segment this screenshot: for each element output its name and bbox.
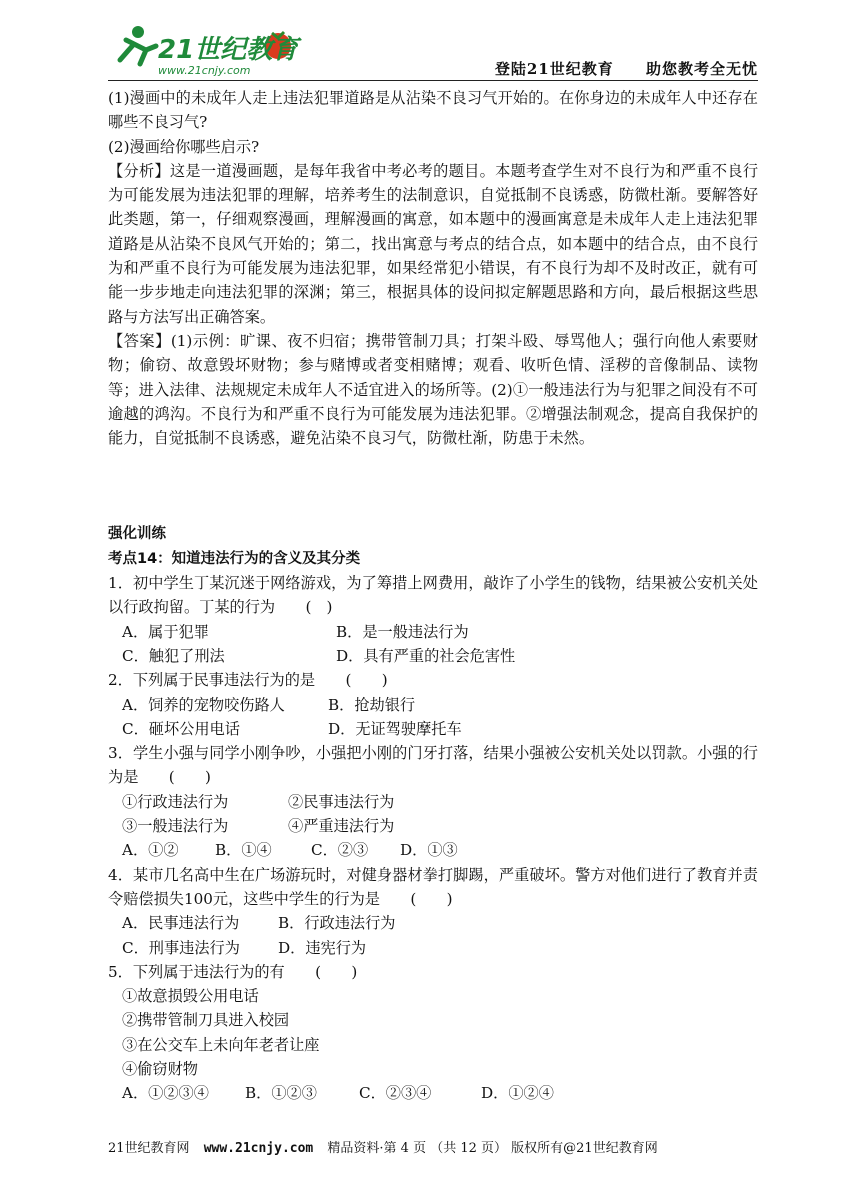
page-header xyxy=(108,6,758,81)
svg-text:www.21cnjy.com: www.21cnjy.com xyxy=(158,64,251,77)
footer-left: 21世纪教育网 xyxy=(108,1141,190,1156)
site-logo xyxy=(112,22,312,78)
page-content xyxy=(108,86,758,1106)
q4-option-b: B．行政违法行为 xyxy=(278,914,396,933)
analysis-paragraph: 【分析】这是一道漫画题，是每年我省中考必考的题目。本题考查学生对不良行为和严重不良行为可能发展为违法犯罪的理解，培养考生的法制意识，自觉抵制不良诱惑，防微杜渐。要解答好此类题，第一，仔细观察漫画，理解漫画的寓意，如本题中的漫画寓意是未成年人走上违法犯罪道路是从沾染不良风气开始的；第二，找出寓意与考点的结合点，如本题中的结合点，由不良行为和严重不良行为可能发展为违法犯罪，如果经常犯小错误，有不良行为却不及时改正，就有可能一步步地走向违法犯罪的深渊；第三，根据具体的设问拟定解题思路和方向，最后根据这些思路与方法写出正确答案。 xyxy=(108,161,758,326)
question-1-stem: 1．初中学生丁某沉迷于网络游戏，为了筹措上网费用，敲诈了小学生的钱物，结果被公安机关处以行政拘留。丁某的行为 ( ) xyxy=(108,574,758,617)
q4-option-a: A．民事违法行为 xyxy=(122,914,240,933)
comic-question-1: (1)漫画中的未成年人走上违法犯罪道路是从沾染不良习气开始的。在你身边的未成年人中还存在哪些不良习气? xyxy=(108,89,758,132)
svg-text:21世纪教育: 21世纪教育 xyxy=(158,35,299,65)
q1-option-c: C．触犯了刑法 xyxy=(122,646,225,665)
q3-item-4: ④严重违法行为 xyxy=(288,817,395,836)
header-divider xyxy=(108,80,758,81)
slogan-right: 助您教考全无忧 xyxy=(645,60,758,78)
q4-option-c: C．刑事违法行为 xyxy=(122,938,240,957)
q2-option-b: B．抢劫银行 xyxy=(328,695,416,714)
comic-question-2: (2)漫画给你哪些启示? xyxy=(108,137,260,156)
q3-option-a: A．①② xyxy=(122,841,179,860)
q2-option-a: A．饲养的宠物咬伤路人 xyxy=(122,695,285,714)
q1-option-a: A．属于犯罪 xyxy=(122,622,209,641)
slogan-left: 登陆21世纪教育 xyxy=(494,60,614,78)
page-footer xyxy=(108,1137,758,1156)
q2-option-c: C．砸坏公用电话 xyxy=(122,719,240,738)
q4-option-d: D．违宪行为 xyxy=(278,938,367,957)
q1-option-b: B．是一般违法行为 xyxy=(336,622,469,641)
question-5-stem: 5．下列属于违法行为的有 ( ) xyxy=(108,962,358,981)
answer-paragraph: 【答案】(1)示例：旷课、夜不归宿；携带管制刀具；打架斗殴、辱骂他人；强行向他人索要财物；偷窃、故意毁坏财物；参与赌博或者变相赌博；观看、收听色情、淫秽的音像制品、读物等；进入法律、法规规定未成年人不适宜进入的场所等。(2)①一般违法行为与犯罪之间没有不可逾越的鸿沟。不良行为和严重不良行为可能发展为违法犯罪。②增强法制观念，提高自我保护的能力，自觉抵制不良诱惑，避免沾染不良习气，防微杜渐，防患于未然。 xyxy=(108,331,758,448)
q5-item-3: ③在公交车上未向年老者让座 xyxy=(122,1035,320,1054)
q5-option-d: D．①②④ xyxy=(481,1084,554,1103)
q5-option-b: B．①②③ xyxy=(245,1084,317,1103)
q3-option-b: B．①④ xyxy=(215,841,272,860)
q3-item-3: ③一般违法行为 xyxy=(122,817,229,836)
footer-site-link[interactable]: www.21cnjy.com xyxy=(203,1141,314,1156)
section-title: 强化训练 xyxy=(108,526,166,543)
footer-page-info: 精品资料·第 4 页 （共 12 页） 版权所有@21世纪教育网 xyxy=(327,1141,658,1156)
q2-option-d: D．无证驾驶摩托车 xyxy=(328,719,462,738)
q5-option-a: A．①②③④ xyxy=(122,1084,209,1103)
q5-option-c: C．②③④ xyxy=(359,1084,432,1103)
q3-option-d: D．①③ xyxy=(400,841,458,860)
q3-item-2: ②民事违法行为 xyxy=(288,792,395,811)
question-3-stem: 3．学生小强与同学小刚争吵，小强把小刚的门牙打落，结果小强被公安机关处以罚款。小强的行为是 ( ) xyxy=(108,744,758,787)
question-4-stem: 4．某市几名高中生在广场游玩时，对健身器材拳打脚踢，严重破坏。警方对他们进行了教育并责令赔偿损失100元，这些中学生的行为是 ( ) xyxy=(108,865,758,908)
topic-heading: 考点14：知道违法行为的含义及其分类 xyxy=(108,550,361,567)
header-slogan xyxy=(469,58,758,79)
q3-option-c: C．②③ xyxy=(311,841,369,860)
q5-item-2: ②携带管制刀具进入校园 xyxy=(122,1011,290,1030)
q1-option-d: D．具有严重的社会危害性 xyxy=(336,646,516,665)
q5-item-1: ①故意损毁公用电话 xyxy=(122,987,259,1006)
question-2-stem: 2．下列属于民事违法行为的是 ( ) xyxy=(108,671,388,690)
q5-item-4: ④偷窃财物 xyxy=(122,1059,198,1078)
q3-item-1: ①行政违法行为 xyxy=(122,792,229,811)
